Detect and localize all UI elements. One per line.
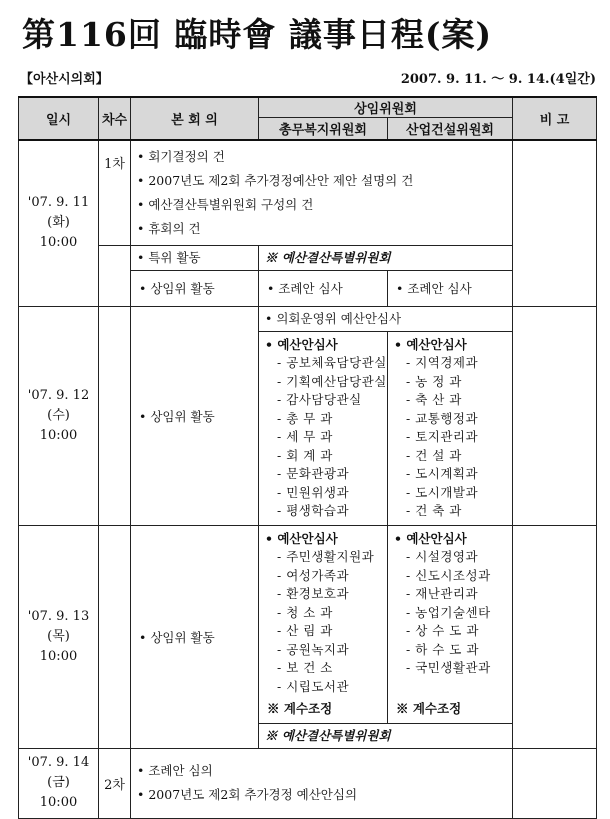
dept-item: - 농 정 과 <box>406 373 462 389</box>
special-activity-label: • 특위 활동 <box>137 250 201 265</box>
dept-item: - 농업기술센타 <box>406 604 491 620</box>
header-remarks: 비 고 <box>513 97 597 140</box>
agenda-table <box>18 96 597 819</box>
dept-item: - 공보체육담당관실 <box>277 355 387 370</box>
dept-item: - 공원녹지과 <box>277 641 350 657</box>
standing-activity-label: • 상임위 활동 <box>139 409 215 424</box>
day3-standing-activity <box>131 525 259 748</box>
day4-date-cell <box>19 748 99 818</box>
agenda-item: • 휴회의 건 <box>137 217 506 241</box>
document-title: 第116回 臨時會 議事日程(案) <box>22 15 493 54</box>
day1-weekday: (화) <box>47 215 70 230</box>
day2-weekday: (수) <box>47 407 70 423</box>
day1-cha-blank <box>99 245 131 306</box>
day2-date-cell <box>19 306 99 525</box>
dept-item: - 여성가족과 <box>277 567 350 583</box>
dept-item: - 교통행정과 <box>406 410 479 426</box>
day1-date-cell <box>19 140 99 307</box>
agenda-item: • 2007년도 제2회 추가경정예산안 제안 설명의 건 <box>137 169 506 193</box>
dept-item: - 도시개발과 <box>406 484 479 500</box>
header-plenary: 본 회 의 <box>131 97 259 140</box>
day1-committee-1-task <box>259 270 388 306</box>
dept-item: - 도시계획과 <box>406 466 479 481</box>
dept-item: - 환경보호과 <box>277 586 350 601</box>
dept-item: - 평생학습과 <box>277 503 350 518</box>
day3-special-committee: ※ 예산결산특별위원회 <box>259 723 513 748</box>
day3-date-cell <box>19 525 99 748</box>
dept-item: - 민원위생과 <box>277 484 350 500</box>
committee-task: • 조례안 심사 <box>396 281 472 296</box>
dept-item: - 토지관리과 <box>406 429 479 444</box>
standing-activity-label: • 상임위 활동 <box>139 281 215 296</box>
day2-committee-2-depts <box>388 331 513 525</box>
dept-item: - 시립도서관 <box>277 678 350 694</box>
day2-remarks <box>513 306 597 525</box>
day1-special-activity <box>131 245 259 270</box>
day1-committee-2-task <box>388 270 513 306</box>
day4-remarks <box>513 748 597 818</box>
dept-item: - 하 수 도 과 <box>406 641 479 657</box>
dept-heading: • 예산안심사 <box>265 336 381 355</box>
day3-weekday: (목) <box>47 628 70 644</box>
day3-date: '07. 9. 13 <box>27 608 90 624</box>
day1-date: '07. 9. 11 <box>27 195 90 210</box>
day1-special-committee: ※ 예산결산특별위원회 <box>259 245 513 270</box>
dept-item: - 감사담당관실 <box>277 392 362 407</box>
session-period: 2007. 9. 11. ～ 9. 14.(4일간) <box>400 72 596 87</box>
day2-standing-activity <box>131 306 259 525</box>
committee-task: • 조례안 심사 <box>267 281 343 296</box>
day2-date: '07. 9. 12 <box>27 387 90 403</box>
dept-item: - 청 소 과 <box>277 604 333 620</box>
day1-plenary-row <box>19 140 597 246</box>
dept-item: - 문화관광과 <box>277 466 350 481</box>
dept-heading: • 예산안심사 <box>265 530 381 549</box>
header-committee: 상임위원회 <box>259 97 513 118</box>
day2-time: 10:00 <box>39 427 78 443</box>
header-row-1 <box>19 97 597 118</box>
dept-item: - 회 계 과 <box>277 447 333 463</box>
day3-time: 10:00 <box>39 648 78 664</box>
day2-top-note <box>259 306 513 331</box>
dept-item: - 재난관리과 <box>406 586 479 601</box>
agenda-item: • 예산결산특별위원회 구성의 건 <box>137 193 506 217</box>
dept-item: - 상 수 도 과 <box>406 623 479 638</box>
agenda-item: • 회기결정의 건 <box>137 145 506 169</box>
adjustment-note: ※ 계수조정 <box>267 701 333 716</box>
day4-date: '07. 9. 14 <box>27 755 90 770</box>
dept-item: - 보 건 소 <box>277 660 333 675</box>
dept-item: - 신도시조성과 <box>406 567 491 583</box>
day2-cha <box>99 306 131 525</box>
dept-item: - 기획예산담당관실 <box>277 373 387 389</box>
header-committee-1: 총무복지위원회 <box>259 118 388 140</box>
day1-standing-activity <box>131 270 259 306</box>
dept-item: - 국민생활관과 <box>406 660 491 675</box>
dept-item: - 시설경영과 <box>406 549 479 564</box>
dept-item: - 건 설 과 <box>406 447 462 463</box>
day1-special-row <box>19 245 597 270</box>
day1-cha: 1차 <box>99 140 131 246</box>
header-cha: 차수 <box>99 97 131 140</box>
header-committee-2: 산업건설위원회 <box>388 118 513 140</box>
agenda-item: • 2007년도 제2회 추가경정 예산안심의 <box>137 783 506 807</box>
day1-time: 10:00 <box>39 235 78 250</box>
day3-cha <box>99 525 131 748</box>
dept-item: - 총 무 과 <box>277 410 333 426</box>
day2-committee-1-depts <box>259 331 388 525</box>
day1-remarks <box>513 140 597 307</box>
day3-remarks <box>513 525 597 748</box>
day4-plenary-items <box>131 748 513 818</box>
day3-committee-1-depts <box>259 525 388 723</box>
day4-weekday: (금) <box>47 775 70 790</box>
day3-committee-2-depts <box>388 525 513 723</box>
day3-depts-row <box>19 525 597 723</box>
dept-heading: • 예산안심사 <box>394 336 506 355</box>
dept-heading: • 예산안심사 <box>394 530 506 549</box>
organization-label: 【아산시의회】 <box>20 72 109 87</box>
day4-cha: 2차 <box>99 748 131 818</box>
standing-activity-label: • 상임위 활동 <box>139 630 215 645</box>
top-note: • 의회운영위 예산안심사 <box>265 311 401 326</box>
dept-item: - 주민생활지원과 <box>277 549 375 564</box>
day1-plenary-items <box>131 140 513 246</box>
dept-item: - 세 무 과 <box>277 429 333 444</box>
dept-item: - 지역경제과 <box>406 355 479 370</box>
dept-item: - 산 림 과 <box>277 623 333 638</box>
agenda-item: • 조례안 심의 <box>137 759 506 783</box>
day4-row <box>19 748 597 818</box>
dept-item: - 건 축 과 <box>406 503 462 518</box>
day2-top-row <box>19 306 597 331</box>
adjustment-note: ※ 계수조정 <box>396 700 462 716</box>
header-date: 일시 <box>19 97 99 140</box>
day4-time: 10:00 <box>39 795 78 810</box>
dept-item: - 축 산 과 <box>406 392 462 407</box>
